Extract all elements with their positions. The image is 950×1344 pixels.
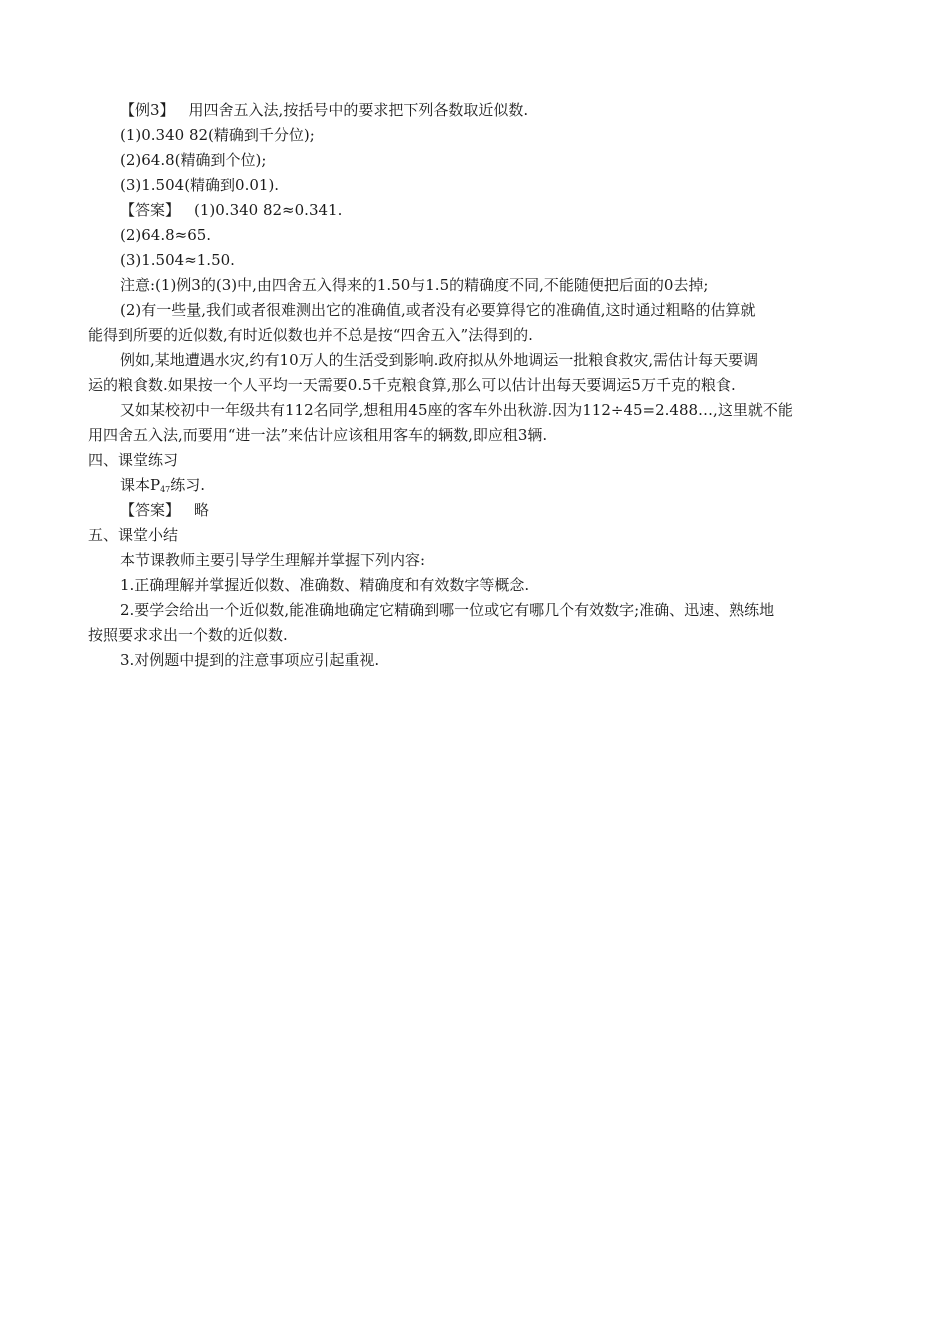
section5-intro: 本节课教师主要引导学生理解并掌握下列内容: [120,551,426,569]
section4-text-prefix: 课本P [120,476,161,494]
section4-answer [88,498,868,523]
section4-exercise [88,473,868,498]
example3-item-3: (3)1.504(精确到0.01). [120,176,280,194]
flood-example-line-2: 运的粮食数.如果按一个人平均一天需要0.5千克粮食算,那么可以估计出每天要调运5万千克的粮食. [88,376,736,394]
note-line-1: 注意:(1)例3的(3)中,由四舍五入得来的1.50与1.5的精确度不同,不能随便把后面的0去掉; [120,276,709,294]
bus-example-line-2: 用四舍五入法,而要用“进一法”来估计应该租用客车的辆数,即应租3辆. [88,426,548,444]
example3-prompt: 用四舍五入法,按括号中的要求把下列各数取近似数. [188,101,529,119]
section4-answer-text: 略 [194,501,210,519]
example3-item-1: (1)0.340 82(精确到千分位); [120,126,315,144]
answer1-item-2: (2)64.8≈65. [120,226,212,244]
section4-heading: 四、课堂练习 [88,451,179,469]
answer1-line [88,198,868,223]
section5-point-3: 3.对例题中提到的注意事项应引起重视. [120,651,380,669]
section4-page-number: 47 [160,485,171,494]
section4-answer-label: 【答案】 [120,501,181,519]
section4-text-suffix: 练习. [170,476,206,494]
example3-label: 【例3】 [120,101,175,119]
section5-point-2-line-2: 按照要求求出一个数的近似数. [88,626,288,644]
section5-point-2-line-1: 2.要学会给出一个近似数,能准确地确定它精确到哪一位或它有哪几个有效数字;准确、迅速、熟练地 [120,601,775,619]
section5-heading: 五、课堂小结 [88,526,179,544]
section5-point-1: 1.正确理解并掌握近似数、准确数、精确度和有效数字等概念. [120,576,530,594]
document-page [88,98,868,673]
answer1-item-3: (3)1.504≈1.50. [120,251,235,269]
bus-example-line-1: 又如某校初中一年级共有112名同学,想租用45座的客车外出秋游.因为112÷45=2.488…,这里就不能 [120,401,793,419]
flood-example-line-1: 例如,某地遭遇水灾,约有10万人的生活受到影响.政府拟从外地调运一批粮食救灾,需估计每天要调 [120,351,759,369]
example3-item-2: (2)64.8(精确到个位); [120,151,267,169]
answer1-item-1: (1)0.340 82≈0.341. [194,201,343,219]
example3-line [88,98,868,123]
note-line-2: (2)有一些量,我们或者很难测出它的准确值,或者没有必要算得它的准确值,这时通过粗略的估算就 [120,301,756,319]
note-line-3: 能得到所要的近似数,有时近似数也并不总是按“四舍五入”法得到的. [88,326,533,344]
answer1-label: 【答案】 [120,201,181,219]
